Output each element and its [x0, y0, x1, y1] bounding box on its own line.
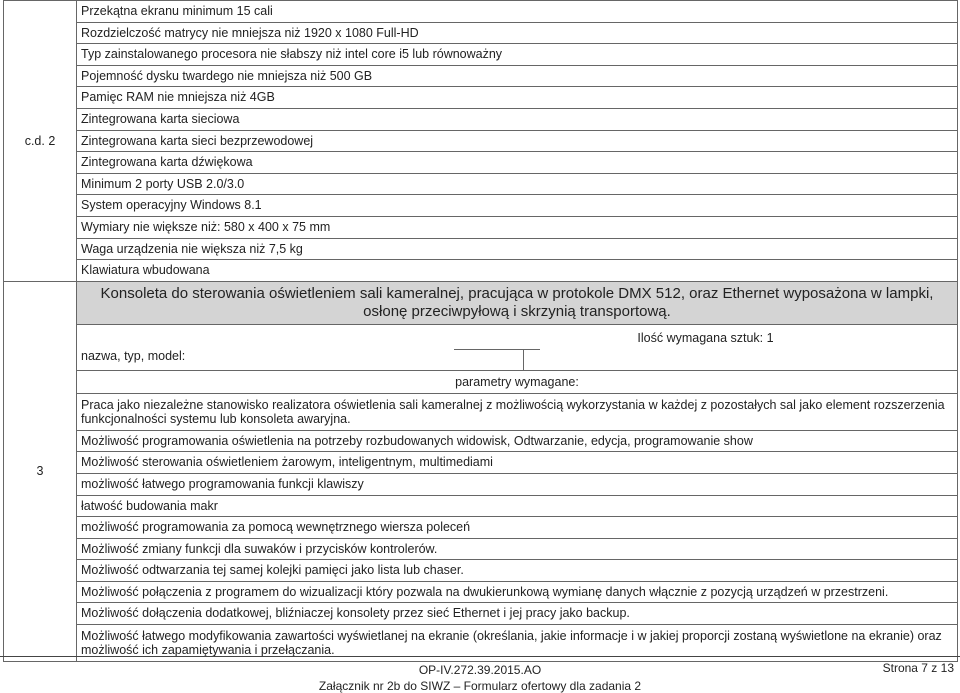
section-3-row [4, 281, 958, 661]
footer-attachment: Załącznik nr 2b do SIWZ – Formularz ofertowy dla zadania 2 [318, 679, 642, 693]
spec-row: Klawiatura wbudowana [81, 263, 210, 278]
spec-row: możliwość programowania za pomocą wewnętrznego wiersza poleceń [77, 517, 957, 539]
spec-row: Zintegrowana karta sieci bezprzewodowej [77, 131, 957, 153]
spec-row: Możliwość odtwarzania tej samej kolejki pamięci jako lista lub chaser. [77, 560, 957, 582]
quantity-label: Ilość wymagana sztuk: 1 [637, 330, 774, 345]
spec-row: możliwość łatwego programowania funkcji klawiszy [77, 474, 957, 496]
specification-table [3, 0, 958, 662]
name-input-cell[interactable] [523, 349, 540, 371]
section-number: c.d. 2 [4, 1, 77, 282]
spec-row: Minimum 2 porty USB 2.0/3.0 [77, 174, 957, 196]
name-input-cell[interactable] [454, 349, 523, 371]
name-block [77, 325, 957, 371]
footer-divider [0, 656, 960, 657]
spec-row: Możliwość zmiany funkcji dla suwaków i przycisków kontrolerów. [77, 539, 957, 561]
name-label: nazwa, typ, model: [81, 348, 186, 363]
spec-row: Zintegrowana karta dźwiękowa [77, 152, 957, 174]
spec-row: System operacyjny Windows 8.1 [77, 195, 957, 217]
spec-row: Możliwość dołączenia dodatkowej, bliźniaczej konsolety przez sieć Ethernet i jej pracy jako backup. [77, 603, 957, 625]
spec-row: Rozdzielczość matrycy nie mniejsza niż 1920 x 1080 Full-HD [77, 23, 957, 45]
params-label: parametry wymagane: [77, 371, 957, 394]
item-header: Konsoleta do sterowania oświetleniem sali kameralnej, pracująca w protokole DMX 512, oraz Ethernet wyposażona w lampki, osłonę przeciwpyłową i skrzynią transportową. [77, 282, 957, 325]
spec-row: Wymiary nie większe niż: 580 x 400 x 75 mm [77, 217, 957, 239]
spec-row: Zintegrowana karta sieciowa [77, 109, 957, 131]
spec-row: Możliwość programowania oświetlenia na potrzeby rozbudowanych widowisk, Odtwarzanie, edycja, programowanie show [77, 431, 957, 453]
section-cd2-row [4, 1, 958, 282]
page-number: Strona 7 z 13 [882, 661, 954, 675]
spec-row: Waga urządzenia nie większa niż 7,5 kg [77, 239, 957, 261]
section-number: 3 [4, 281, 77, 661]
spec-row: Przekątna ekranu minimum 15 cali [77, 1, 957, 23]
spec-row: Możliwość sterowania oświetleniem żarowym, inteligentnym, multimediami [77, 452, 957, 474]
spec-row: Możliwość połączenia z programem do wizualizacji który pozwala na dwukierunkową wymianę danych włącznie z pozycją urządzeń w przestrzeni. [77, 582, 957, 604]
spec-row: Pamięc RAM nie mniejsza niż 4GB [77, 87, 957, 109]
spec-row: Praca jako niezależne stanowisko realizatora oświetlenia sali kameralnej z możliwością wykorzystania w każdej z pozostałych sal jako element rozszerzenia funkcjonalności systemu lub konsoleta awaryjna. [77, 394, 957, 431]
footer-code: OP-IV.272.39.2015.AO [418, 663, 542, 677]
spec-row: Typ zainstalowanego procesora nie słabszy niż intel core i5 lub równoważny [77, 44, 957, 66]
spec-row: Możliwość łatwego modyfikowania zawartości wyświetlanej na ekranie (określania, jakie informacje i w jakiej proporcji zostaną wyświetlone na ekranie) oraz możliwość ich zapamiętywania i przełączania. [81, 629, 942, 658]
spec-row: Pojemność dysku twardego nie mniejsza niż 500 GB [77, 66, 957, 88]
spec-row: łatwość budowania makr [77, 496, 957, 518]
